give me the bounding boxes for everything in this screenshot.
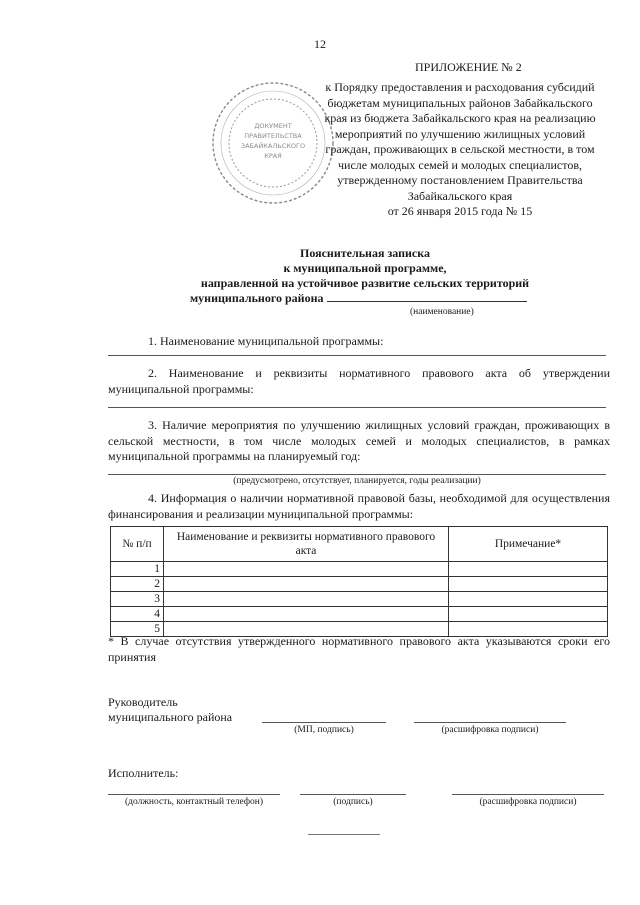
item-3-label: 3. Наличие мероприятия по улучшению жилищных условий граждан, проживающих в сельской местности, в том числе молодых семей и молодых специалистов, в рамках муниципальной программы на планируемый год: [108, 418, 610, 463]
table-header-row [111, 527, 608, 562]
executor-decode-caption: (расшифровка подписи) [479, 797, 577, 807]
stamp-line-2: ПРАВИТЕЛЬСТВА [244, 132, 302, 140]
note-cell[interactable] [449, 592, 608, 607]
table-row [111, 562, 608, 577]
appendix-line: мероприятий по улучшению жилищных условий [334, 126, 586, 141]
table-row [111, 577, 608, 592]
heading-district-label: муниципального района [190, 291, 324, 305]
header-note: Примечание* [449, 527, 608, 562]
note-cell[interactable] [449, 577, 608, 592]
appendix-line: бюджетам муниципальных районов Забайкальского [327, 95, 593, 110]
appendix-line: края из бюджета Забайкальского края на реализацию [324, 111, 596, 125]
mp-signature-caption: (МП, подпись) [294, 725, 354, 735]
page-number: 12 [314, 37, 326, 51]
act-cell[interactable] [164, 592, 449, 607]
head-label-line-1: Руководитель [108, 695, 178, 709]
document-heading [180, 246, 550, 306]
row-number: 2 [111, 577, 164, 592]
table-row [111, 592, 608, 607]
head-signature-field[interactable] [262, 722, 386, 723]
note-cell[interactable] [449, 607, 608, 622]
item-3-field[interactable] [108, 474, 606, 475]
appendix-line: к Порядку предоставления и расходования субсидий [325, 80, 595, 94]
executor-decode-field[interactable] [452, 794, 604, 795]
item-4-label: 4. Информация о наличии нормативной правовой базы, необходимой для осуществления финансирования и реализации муниципальной программы: [108, 491, 610, 521]
table-footnote: * В случае отсутствия утвержденного нормативного правового акта указываются сроки его принятия [108, 634, 610, 664]
stamp-line-3: ЗАБАЙКАЛЬСКОГО [240, 142, 306, 150]
executor-label: Исполнитель: [108, 766, 179, 780]
note-cell[interactable] [449, 562, 608, 577]
head-decode-field[interactable] [414, 722, 566, 723]
executor-position-caption: (должность, контактный телефон) [124, 797, 264, 807]
stamp-line-1: ДОКУМЕНТ [254, 122, 292, 130]
head-decode-caption: (расшифровка подписи) [441, 725, 539, 735]
heading-line-1: Пояснительная записка [299, 246, 430, 260]
row-number: 3 [111, 592, 164, 607]
district-name-caption: (наименование) [410, 307, 474, 317]
row-number: 4 [111, 607, 164, 622]
appendix-text [310, 80, 610, 220]
district-name-field[interactable] [327, 301, 527, 302]
executor-signature-caption: (подпись) [333, 797, 373, 807]
stamp-text [241, 122, 305, 160]
act-cell[interactable] [164, 607, 449, 622]
item-2-field[interactable] [108, 407, 606, 408]
executor-position-field[interactable] [108, 794, 280, 795]
item-1-label: 1. Наименование муниципальной программы: [148, 334, 384, 348]
heading-line-3: направленной на устойчивое развитие сельских территорий [200, 276, 530, 290]
heading-line-2: к муниципальной программе, [283, 261, 447, 275]
appendix-line: числе молодых семей и молодых специалистов, [338, 157, 582, 172]
item-2-label: 2. Наименование и реквизиты нормативного правового акта об утверждении муниципальной программы: [108, 366, 610, 396]
row-number: 5 [111, 622, 164, 637]
table-row [111, 607, 608, 622]
header-act: Наименование и реквизиты нормативного правового акта [164, 527, 449, 562]
closing-divider [308, 834, 380, 835]
appendix-line: утвержденному постановлением Правительства [337, 173, 583, 187]
appendix-line: от 26 января 2015 года № 15 [387, 204, 533, 218]
appendix-line: граждан, проживающих в сельской местности, в том [325, 142, 595, 156]
item-1-field[interactable] [108, 355, 606, 356]
heading-line-4 [180, 291, 550, 306]
stamp-line-4: КРАЯ [264, 152, 282, 160]
head-label-line-2: муниципального района [108, 710, 233, 724]
appendix-title: ПРИЛОЖЕНИЕ № 2 [415, 60, 522, 74]
row-number: 1 [111, 562, 164, 577]
appendix-line: Забайкальского края [407, 188, 513, 203]
header-number: № п/п [111, 527, 164, 562]
act-cell[interactable] [164, 562, 449, 577]
item-3-caption: (предусмотрено, отсутствует, планируется, годы реализации) [233, 476, 481, 486]
legal-basis-table [110, 526, 608, 637]
act-cell[interactable] [164, 577, 449, 592]
executor-signature-field[interactable] [300, 794, 406, 795]
